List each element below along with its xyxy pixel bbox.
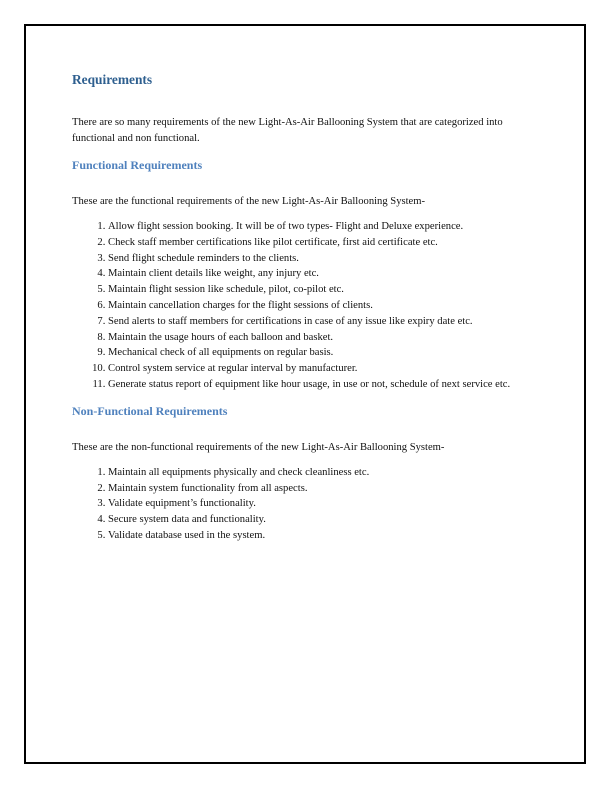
- list-item: 1. Allow flight session booking. It will be of two types- Flight and Deluxe experience.: [108, 219, 542, 235]
- list-item: 9. Mechanical check of all equipments on regular basis.: [108, 345, 542, 361]
- requirements-intro: There are so many requirements of the new Light-As-Air Ballooning System that are categorized into functional and non functional.: [72, 117, 503, 144]
- list-item: 8. Maintain the usage hours of each balloon and basket.: [108, 330, 542, 346]
- list-item: 4. Maintain client details like weight, any injury etc.: [108, 266, 542, 282]
- functional-list: [72, 219, 542, 393]
- list-item: 4. Secure system data and functionality.: [108, 512, 542, 528]
- list-item: 2. Maintain system functionality from all aspects.: [108, 481, 542, 497]
- list-item: 5. Validate database used in the system.: [108, 528, 542, 544]
- list-item: 11. Generate status report of equipment like hour usage, in use or not, schedule of next service etc.: [108, 377, 542, 393]
- nonfunctional-heading: Non-Functional Requirements: [72, 403, 228, 418]
- nonfunctional-intro: These are the non-functional requirements of the new Light-As-Air Ballooning System-: [72, 441, 445, 453]
- requirements-heading: Requirements: [72, 72, 153, 87]
- nonfunctional-list: [72, 465, 542, 544]
- list-item: 7. Send alerts to staff members for certifications in case of any issue like expiry date etc.: [108, 314, 542, 330]
- list-item: 6. Maintain cancellation charges for the flight sessions of clients.: [108, 298, 542, 314]
- list-item: 5. Maintain flight session like schedule, pilot, co-pilot etc.: [108, 282, 542, 298]
- list-item: 10. Control system service at regular interval by manufacturer.: [108, 361, 542, 377]
- document-body: [72, 72, 542, 544]
- list-item: 3. Validate equipment’s functionality.: [108, 496, 542, 512]
- functional-intro: These are the functional requirements of the new Light-As-Air Ballooning System-: [72, 196, 426, 207]
- list-item: 1. Maintain all equipments physically and check cleanliness etc.: [108, 465, 542, 481]
- functional-heading: Functional Requirements: [72, 158, 203, 172]
- list-item: 3. Send flight schedule reminders to the clients.: [108, 251, 542, 267]
- list-item: 2. Check staff member certifications like pilot certificate, first aid certificate etc.: [108, 235, 542, 251]
